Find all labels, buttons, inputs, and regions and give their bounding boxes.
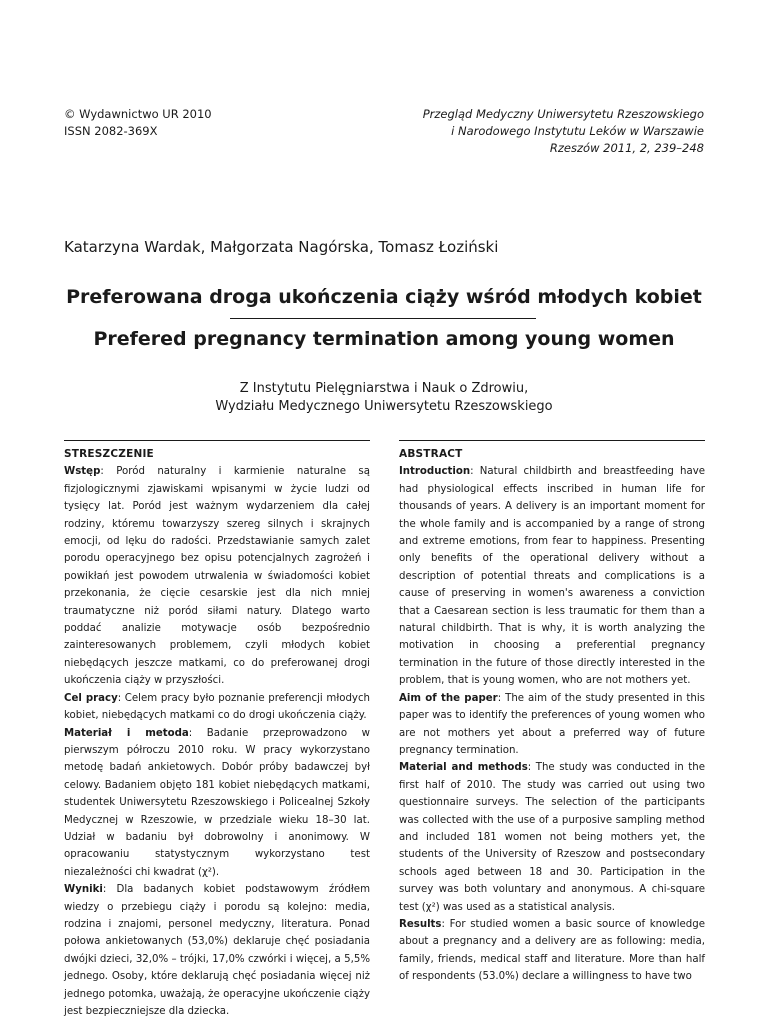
section-label: Results — [399, 918, 442, 930]
section-label: Material and methods — [399, 762, 528, 774]
title-polish: Preferowana droga ukończenia ciąży wśród młodych kobiet — [66, 286, 702, 308]
affiliation — [0, 380, 768, 416]
section-text: : Dla badanych kobiet podstawowym źródłem wiedzy o przebiegu ciąży i porodu są kolejno: media, rodzina i znajomi, personel medyczny, literatura. Ponad połowa ankietowanych (53,0%) deklaruje chęć posiadania dwójki dzieci, 32,0% – trójki, 17,0% czwórki i więcej, a 5,5% jednego. Osoby, które deklarują chęć posiadania więcej niż jednego potomka, uważają, że operacyjne ukończenie ciąży jest bezpieczniejsze dla dziecka. — [64, 884, 370, 1017]
streszczenie-aim — [64, 690, 370, 725]
issn-line: ISSN 2082-369X — [64, 124, 158, 138]
section-label: Aim of the paper — [399, 692, 498, 704]
section-text: : Poród naturalny i karmienie naturalne są fizjologicznymi zjawiskami wpisanymi w życie ludzi od tysięcy lat. Poród jest ważnym wydarzeniem dla całej rodziny, któremu towarzyszy szereg silnych i skrajnych emocji, od lęku do radości. Przedstawianie samych zalet porodu operacyjnego bez opisu potencjalnych zagrożeń i powikłań jest powodem utrwalenia w świadomości kobiet przekonania, że cięcie cesarskie jest dla nich mniej traumatyczne niż poród siłami natury. Dlatego warto poddać analizie motywacje osób bezpośrednio zainteresowanych problemem, czyli młodych kobiet niebędących jeszcze matkami, co do preferowanej drogi ukończenia ciąży w przyszłości. — [64, 466, 370, 687]
section-label: Wyniki — [64, 884, 103, 896]
abstract-results — [399, 916, 705, 986]
authors: Katarzyna Wardak, Małgorzata Nagórska, Tomasz Łoziński — [64, 238, 499, 256]
journal-info — [324, 106, 704, 157]
publisher-info — [64, 106, 212, 140]
streszczenie-heading: STRESZCZENIE — [64, 448, 154, 460]
journal-citation: Rzeszów 2011, 2, 239–248 — [549, 141, 704, 155]
section-text: : For studied women a basic source of knowledge about a pregnancy and a delivery are as following: media, family, friends, medical staff and literature. More than half of respondents (53.0%) declare a willingness to have two — [399, 918, 705, 983]
abstract-intro — [399, 463, 705, 689]
streszczenie-column — [64, 440, 370, 1020]
affiliation-line2: Wydziału Medycznego Uniwersytetu Rzeszowskiego — [215, 399, 553, 414]
affiliation-line1: Z Instytutu Pielęgniarstwa i Nauk o Zdrowiu, — [239, 381, 529, 396]
streszczenie-results — [64, 881, 370, 1020]
publisher-line: © Wydawnictwo UR 2010 — [64, 107, 212, 121]
section-text: : Natural childbirth and breastfeeding have had physiological effects inscribed in human life for thousands of years. A delivery is an important moment for the whole family and is accompanied by a range of strong and extreme emotions, from fear to happiness. Presenting only benefits of the operational delivery without a description of potential threats and complications is a cause of preserving in women's awareness a conviction that a Caesarean section is less traumatic for them than a natural childbirth. That is why, it is worth analyzing the motivation in choosing a preferential pregnancy termination in the future of those directly interested in the problem, that is young women, who are not mothers yet. — [399, 466, 705, 687]
title-divider — [230, 318, 536, 319]
section-label: Wstęp — [64, 466, 101, 478]
section-text: : Badanie przeprowadzono w pierwszym półroczu 2010 roku. W pracy wykorzystano metodę badań ankietowych. Dobór próby badawczej był celowy. Badaniem objęto 181 kobiet niebędących matkami, studentek Uniwersytetu Rzeszowskiego i Policealnej Szkoły Medycznej w Rzeszowie, w przedziale wieku 18–30 lat. Udział w badaniu był dobrowolny i anonimowy. W opracowaniu statystycznym wykorzystano test niezależności chi kwadrat (χ²). — [64, 727, 370, 878]
journal-name-line2: i Narodowego Instytutu Leków w Warszawie — [451, 124, 704, 138]
title-english: Prefered pregnancy termination among young women — [93, 328, 675, 350]
streszczenie-intro — [64, 463, 370, 689]
section-text: : Celem pracy było poznanie preferencji młodych kobiet, niebędących matkami co do drogi ukończenia ciąży. — [64, 692, 371, 722]
section-label: Cel pracy — [64, 692, 118, 704]
abstract-heading: ABSTRACT — [399, 448, 463, 460]
abstract-column — [399, 440, 705, 986]
section-label: Introduction — [399, 466, 471, 478]
section-label: Materiał i metoda — [64, 727, 189, 739]
section-text: : The study was conducted in the first half of 2010. The study was carried out using two questionnaire surveys. The selection of the participants was collected with the use of a purposive sampling method and included 181 women not being mothers yet, the students of the University of Rzeszow and postsecondary schools aged between 18 and 30. Participation in the survey was both voluntary and anonymous. A chi-square test (χ²) was used as a statistical analysis. — [399, 762, 705, 913]
journal-name-line1: Przegląd Medyczny Uniwersytetu Rzeszowskiego — [422, 107, 704, 121]
streszczenie-methods — [64, 725, 370, 882]
abstract-methods — [399, 759, 705, 916]
abstract-aim — [399, 690, 705, 760]
section-text: : The aim of the study presented in this paper was to identify the preferences of young women who are not mothers yet about a preferred way of future pregnancy termination. — [399, 692, 705, 756]
